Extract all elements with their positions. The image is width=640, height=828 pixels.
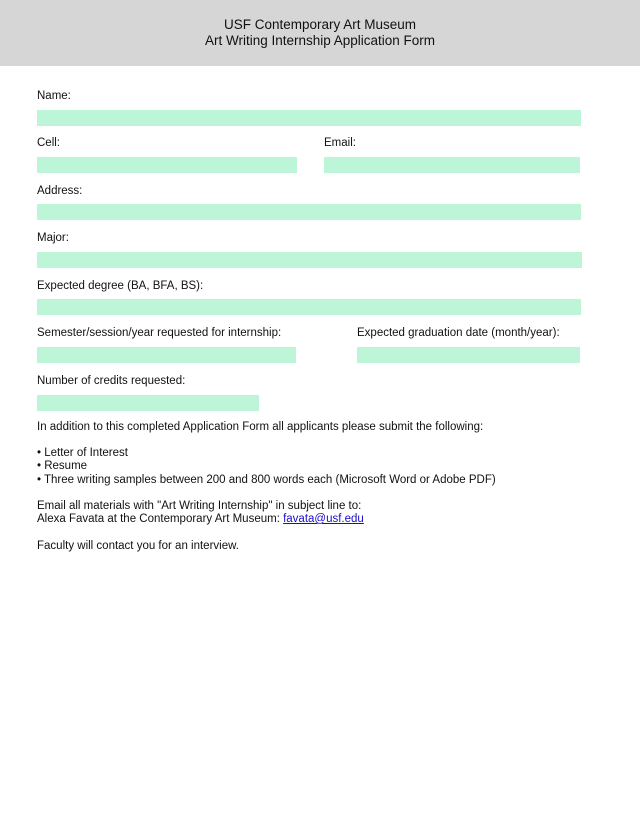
museum-title: USF Contemporary Art Museum bbox=[223, 17, 417, 32]
contact-line bbox=[37, 513, 364, 526]
list-item: • Letter of Interest bbox=[37, 447, 128, 459]
form-header bbox=[0, 0, 640, 66]
email-instructions: Email all materials with "Art Writing Internship" in subject line to: bbox=[37, 500, 362, 512]
cell-field[interactable] bbox=[37, 157, 297, 173]
name-label: Name: bbox=[37, 90, 71, 102]
address-label: Address: bbox=[37, 185, 83, 197]
instructions-intro: In addition to this completed Application Form all applicants please submit the following: bbox=[37, 421, 484, 433]
graduation-field[interactable] bbox=[357, 347, 580, 363]
semester-label: Semester/session/year requested for internship: bbox=[37, 327, 282, 339]
name-field[interactable] bbox=[37, 110, 581, 126]
degree-label: Expected degree (BA, BFA, BS): bbox=[37, 280, 204, 292]
contact-email-link[interactable]: favata@usf.edu bbox=[283, 513, 364, 525]
major-label: Major: bbox=[37, 232, 69, 244]
credits-field[interactable] bbox=[37, 395, 259, 411]
list-item: • Resume bbox=[37, 460, 88, 472]
list-item: • Three writing samples between 200 and 800 words each (Microsoft Word or Adobe PDF) bbox=[37, 474, 496, 486]
cell-label: Cell: bbox=[37, 137, 61, 149]
contact-text: Alexa Favata at the Contemporary Art Museum: bbox=[37, 513, 284, 525]
email-label: Email: bbox=[324, 137, 356, 149]
address-field[interactable] bbox=[37, 204, 581, 220]
form-title: Art Writing Internship Application Form bbox=[204, 33, 436, 48]
degree-field[interactable] bbox=[37, 299, 581, 315]
major-field[interactable] bbox=[37, 252, 582, 268]
graduation-label: Expected graduation date (month/year): bbox=[357, 327, 560, 339]
credits-label: Number of credits requested: bbox=[37, 375, 186, 387]
closing-note: Faculty will contact you for an interview. bbox=[37, 540, 239, 552]
email-field[interactable] bbox=[324, 157, 580, 173]
semester-field[interactable] bbox=[37, 347, 296, 363]
